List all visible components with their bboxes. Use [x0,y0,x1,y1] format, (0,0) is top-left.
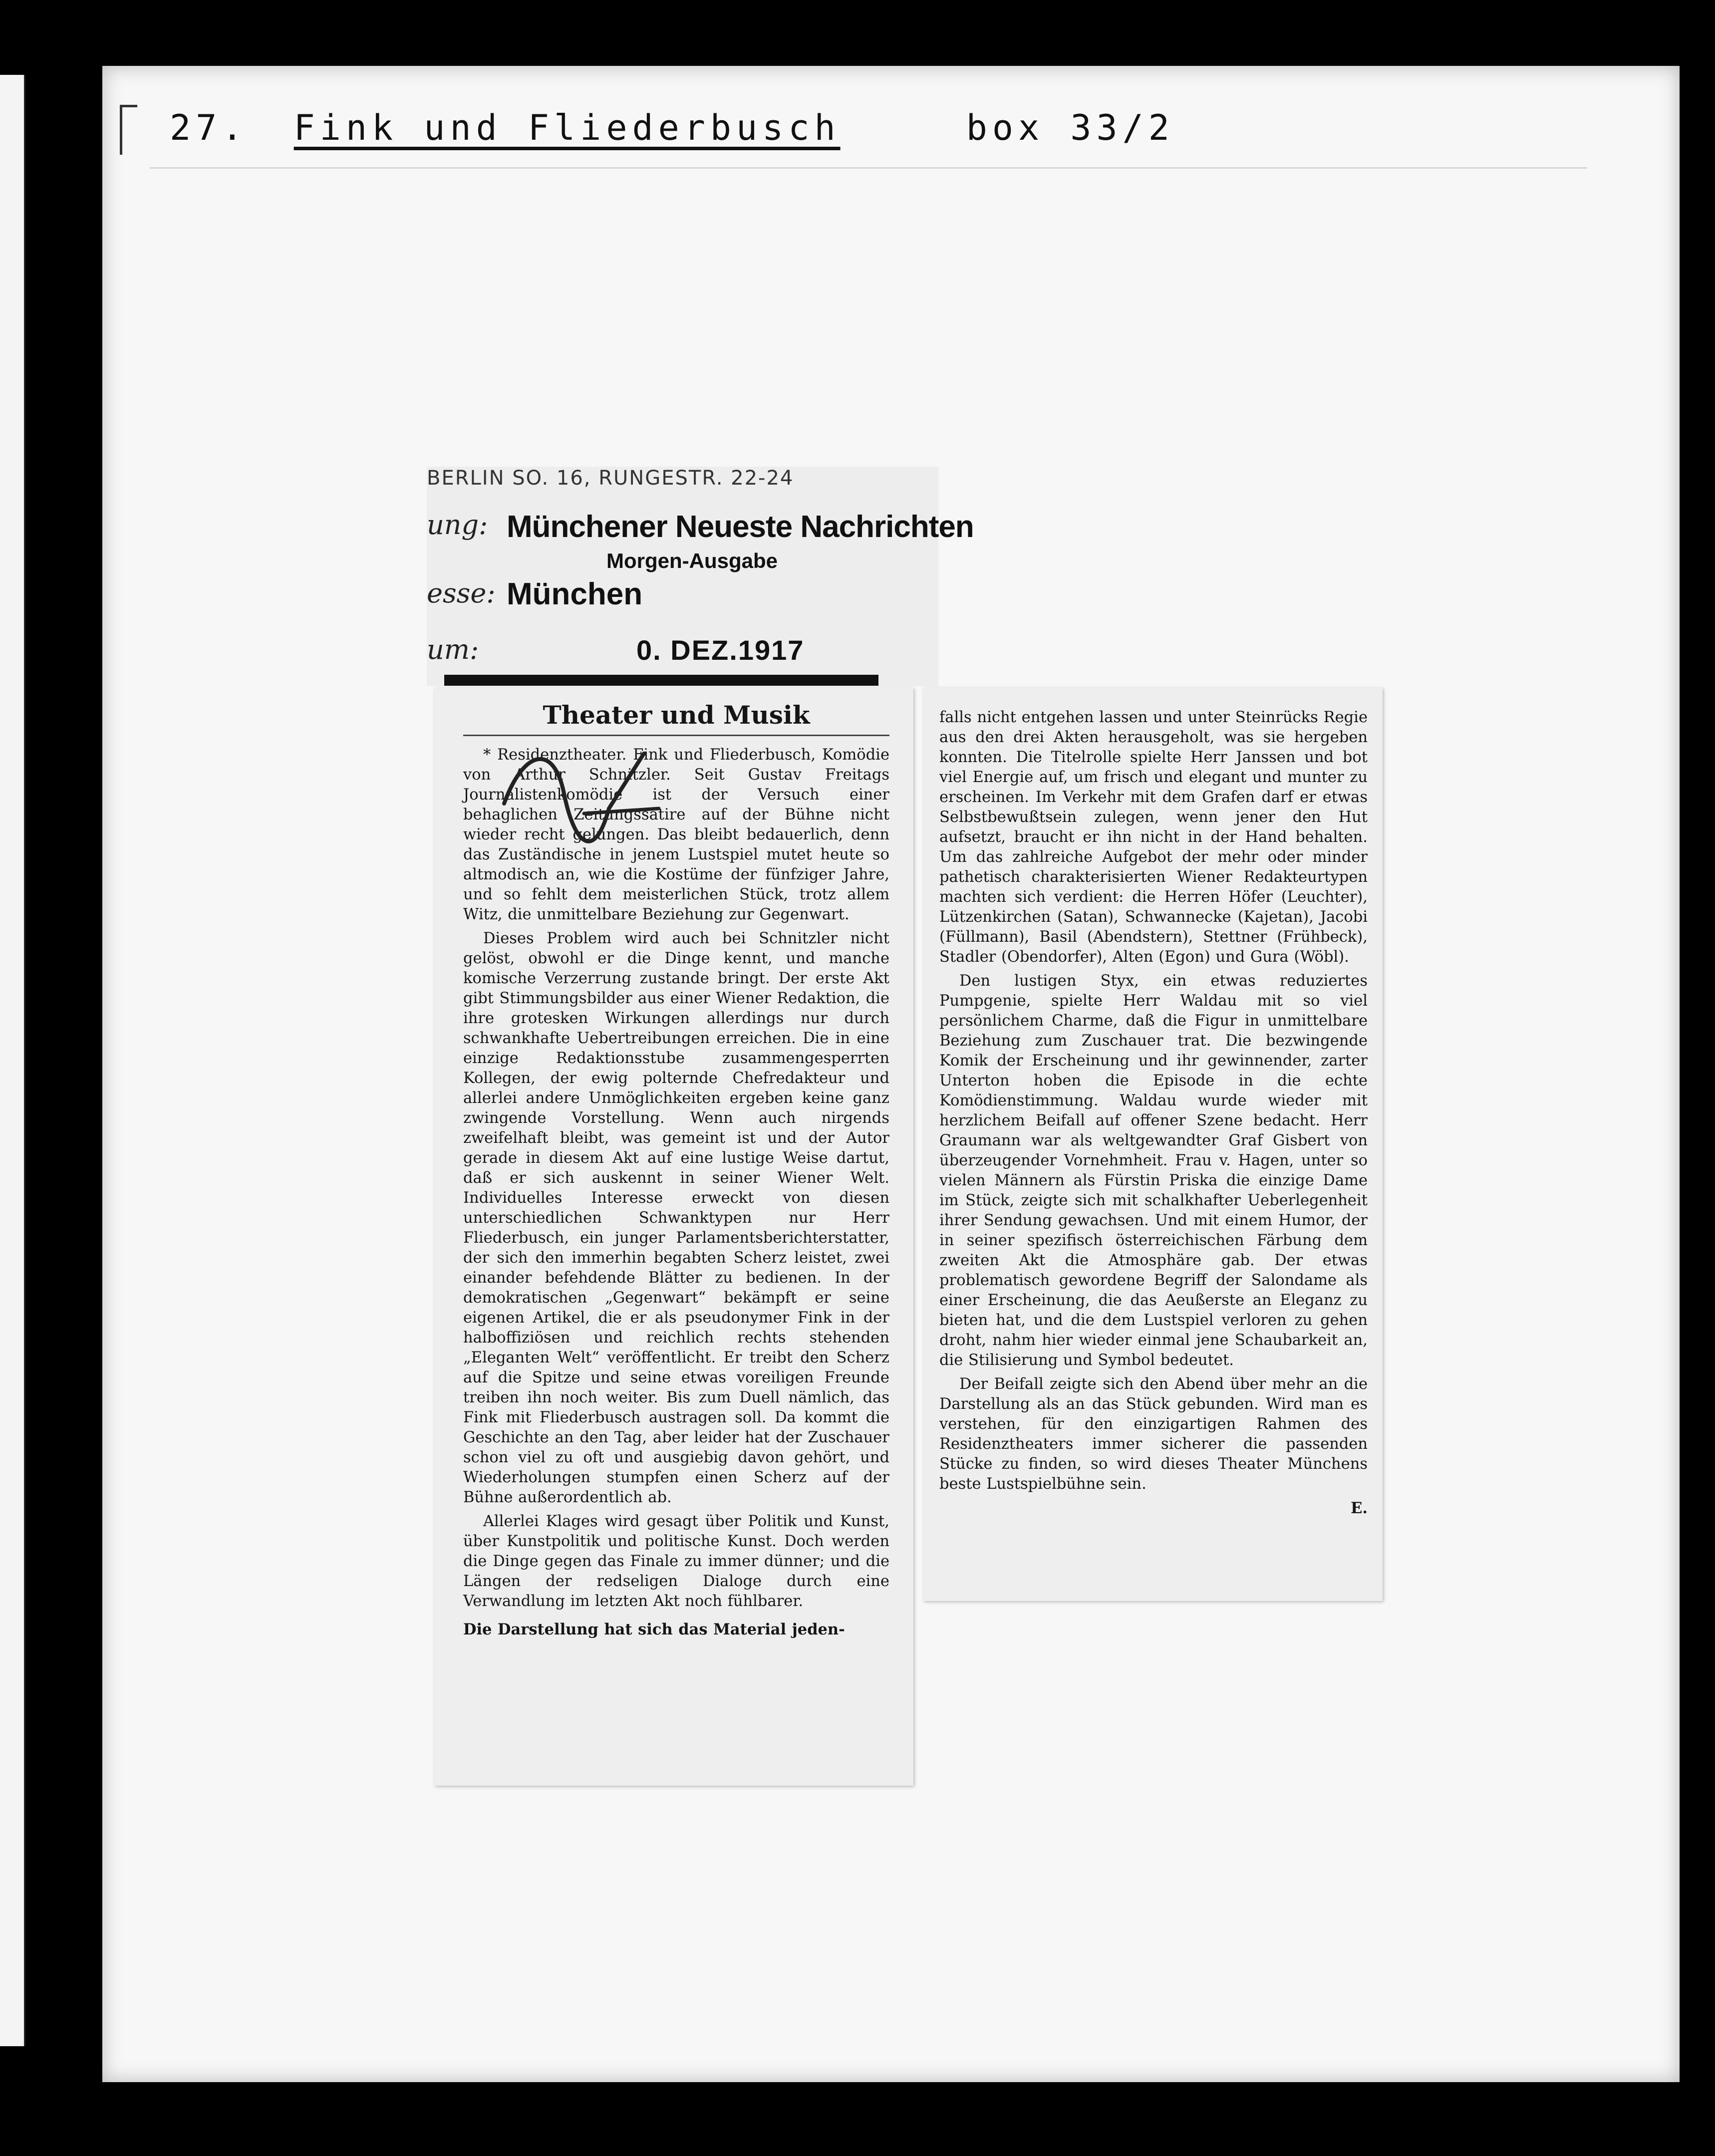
author-signature: E. [1351,1499,1368,1517]
newspaper-place: München [507,577,643,611]
header-divider [150,167,1587,169]
date-field-label: um: [427,634,479,665]
place-field-label: esse: [427,577,496,609]
article-paragraph: Der Beifall zeigte sich den Abend über mehr an die Darstellung als an das Stück gebunden. Wird man es verstehen, für den einzigartigen Rahmen des Residenztheaters immer sicherer die passenden Stücke zu finden, so wird dieses Theater Münchens beste Lustspielbühne sein. [939,1375,1368,1493]
clipping-address: BERLIN SO. 16, RUNGESTR. 22-24 [427,467,794,490]
folder-title: Fink und Fliederbusch [293,107,841,148]
newspaper-name: Münchener Neueste Nachrichten [507,510,974,544]
article-paragraph: Allerlei Klages wird gesagt über Politik und Kunst, über Kunstpolitik und politische Kunst. Doch werden die Dinge gegen das Finale zu immer dünner; und die Längen der redseligen Dialoge durch eine Verwandlung im letzten Akt noch fühlbarer. [463,1513,889,1610]
newspaper-edition: Morgen-Ausgabe [606,549,778,572]
box-label: box 33/2 [966,107,1174,148]
clipping-header [427,467,974,686]
folder-header [170,107,1174,148]
clipping-black-rule [444,675,878,686]
article-column-right [923,688,1383,1601]
folder-number: 27. [170,107,248,148]
article-paragraph: Dieses Problem wird auch bei Schnitzler nicht gelöst, obwohl er die Dinge kennt, und manche komische Verzerrung zustande bringt. Der erste Akt gibt Stimmungsbilder aus einer Wiener Redaktion, die ihre grotesken Wirkungen allerdings nur durch schwankhafte Uebertreibungen erreichen. Die in eine einzige Redaktionsstube zusammengesperrten Kollegen, der ewig polternde Chefredakteur und allerlei andere Unmöglichkeiten ergeben keine ganz zwingende Vorstellung. Wenn auch nirgends zweifelhaft bleibt, was gemeint ist und der Autor gerade in diesem Akt auf eine lustige Weise dartut, daß er sich auskennt in seiner Wiener Welt. Individuelles Interesse erweckt von diesen unterschiedlichen Schwanktypen nur Herr Fliederbusch, ein junger Parlamentsberichterstatter, der sich den immerhin begabten Scherz leistet, zwei einander befehdende Blätter zu bedienen. In der demokratischen „Gegenwart“ bekämpft er seine eigenen Artikel, die er als pseudonymer Fink in der halboffiziösen und reichlich rechts stehenden „Eleganten Welt“ veröffentlicht. Er treibt den Scherz auf die Spitze und seine etwas voreiligen Freunde treiben ihn noch weiter. Bis zum Duell nämlich, das Fink mit Fliederbusch austragen soll. Da kommt die Geschichte an den Tag, aber leider hat der Zuschauer schon viel zu oft und ausgiebig davon gehört, und Wiederholungen stumpfen einen Scherz auf der Bühne außerordentlich ab. [463,930,889,1506]
article-paragraph: Den lustigen Styx, ein etwas reduziertes Pumpgenie, spielte Herr Waldau mit so viel persönlichem Charme, daß die Figur in unmittelbare Beziehung zum Zuschauer trat. Die bezwingende Komik der Erscheinung und ihr gewinnender, zarter Unterton hoben die Episode in die echte Komödienstimmung. Waldau wurde wieder mit herzlichem Beifall auf offener Szene bedacht. Herr Graumann war als weltgewandter Graf Gisbert von überzeugender Vornehmheit. Frau v. Hagen, unter so vielen Männern als Fürstin Priska die einzige Dame im Stück, zeigte sich mit schalkhafter Ueberlegenheit ihrer Sendung gewachsen. Und mit einem Humor, der in seiner spezifisch österreichischen Färbung dem zweiten Akt die Atmosphäre gab. Der etwas problematisch gewordene Begriff der Salondame als einer Erscheinung, die das Aeußerste an Eleganz zu bieten hat, und die dem Lustspiel verloren zu gehen droht, nahm hier wieder einmal jene Schaubarkeit an, die Stilisierung und Symbol bedeutet. [939,972,1368,1369]
paper-field-label: ung: [427,509,488,540]
corner-bracket-mark [120,105,137,155]
article-paragraph: falls nicht entgehen lassen und unter Steinrücks Regie aus den drei Akten herausgeholt, was sie hergeben konnten. Die Titelrolle spielte Herr Janssen und bot viel Energie auf, um frisch und elegant und munter zu erscheinen. Im Verkehr mit dem Grafen darf er etwas Selbstbewußtsein zulegen, wenn jener den Hut aufsetzt, braucht er ihn nicht in der Hand behalten. Um das zahlreiche Aufgebot der mehr oder minder pathetisch charakterisierten Wiener Redakteurtypen machten sich verdient: die Herren Höfer (Leuchter), Lützenkirchen (Satan), Schwannecke (Kajetan), Jacobi (Füllmann), Basil (Abendstern), Stettner (Frühbeck), Stadler (Obendorfer), Alten (Egon) und Gura (Wöbl). [939,709,1368,966]
clipping-date-stamp: 0. DEZ.1917 [636,634,805,666]
section-title: Theater und Musik [463,700,889,736]
article-paragraph: * Residenztheater. Fink und Fliederbusch, Komödie von Arthur Schnitzler. Seit Gustav Freitags Journalistenkomödie ist der Versuch einer behaglichen Zeitungssatire auf der Bühne nicht wieder recht gelungen. Das bleibt bedauerlich, denn das Zuständische in jenem Lustspiel mutet heute so altmodisch an, wie die Kostüme der fünfziger Jahre, und so fehlt dem meisterlichen Stück, trotz allem Witz, die unmittelbare Beziehung zur Gegenwart. [463,746,889,923]
article-continuation-line: Die Darstellung hat sich das Material jeden- [463,1620,845,1638]
adjacent-page-edge [0,75,25,2046]
